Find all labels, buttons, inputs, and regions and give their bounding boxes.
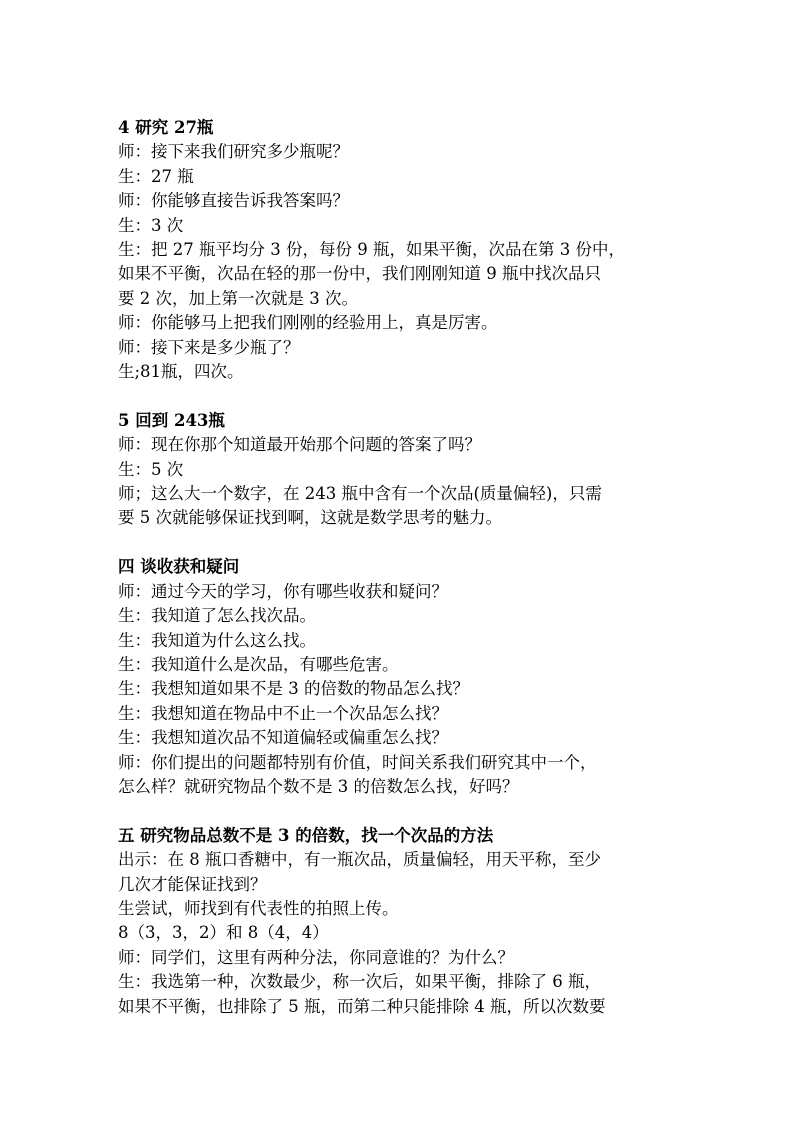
dialogue-line: 生：我想知道如果不是 3 的倍数的物品怎么找？ (118, 679, 469, 699)
dialogue-line: 师：现在你那个知道最开始那个问题的答案了吗？ (118, 435, 481, 455)
dialogue-line: 要 5 次就能够保证找到啊，这就是数学思考的魅力。 (118, 508, 502, 528)
section-heading: 四 谈收获和疑问 (118, 557, 240, 577)
dialogue-line: 生：我想知道在物品中不止一个次品怎么找？ (118, 703, 448, 723)
dialogue-line: 生：我选第一种，次数最少，称一次后，如果平衡，排除了 6 瓶， (118, 972, 601, 992)
dialogue-line: 要 2 次，加上第一次就是 3 次。 (118, 288, 358, 308)
paragraph-gap (118, 531, 678, 555)
dialogue-line: 师：通过今天的学习，你有哪些收获和疑问？ (118, 581, 448, 601)
dialogue-line: 师：你能够直接告诉我答案吗？ (118, 191, 349, 211)
dialogue-line: 几次才能保证找到？ (118, 874, 267, 894)
dialogue-line: 师：你能够马上把我们刚刚的经验用上，真是厉害。 (118, 313, 498, 333)
dialogue-line: 师：接下来我们研究多少瓶呢？ (118, 142, 349, 162)
dialogue-line: 生：我知道了怎么找次品。 (118, 606, 316, 626)
dialogue-line: 师：接下来是多少瓶了？ (118, 337, 300, 357)
dialogue-line: 如果不平衡，也排除了 5 瓶，而第二种只能排除 4 瓶，所以次数要 (118, 996, 606, 1016)
dialogue-line: 8（3，3，2）和 8（4，4） (118, 923, 329, 943)
dialogue-line: 怎么样？就研究物品个数不是 3 的倍数怎么找，好吗？ (118, 776, 519, 796)
section-heading: 4 研究 27瓶 (118, 118, 214, 137)
document-page (118, 116, 678, 1019)
dialogue-line: 生：5 次 (118, 459, 184, 479)
dialogue-line: 师：你们提出的问题都特别有价值，时间关系我们研究其中一个， (118, 752, 597, 772)
dialogue-line: 生;81瓶，四次。 (118, 362, 244, 382)
dialogue-line: 生：3 次 (118, 215, 184, 235)
dialogue-line: 生：我想知道次品不知道偏轻或偏重怎么找？ (118, 728, 448, 748)
section-heading: 五 研究物品总数不是 3 的倍数，找一个次品的方法 (118, 825, 494, 845)
dialogue-line: 生：把 27 瓶平均分 3 份，每份 9 瓶，如果平衡，次品在第 3 份中， (118, 240, 625, 260)
dialogue-line: 如果不平衡，次品在轻的那一份中，我们刚刚知道 9 瓶中找次品只 (118, 264, 601, 284)
section-heading: 5 回到 243瓶 (118, 410, 225, 430)
dialogue-line: 出示：在 8 瓶口香糖中，有一瓶次品，质量偏轻，用天平称，至少 (118, 850, 601, 870)
dialogue-line: 师：同学们，这里有两种分法，你同意谁的？为什么？ (118, 947, 514, 967)
dialogue-line: 师；这么大一个数字，在 243 瓶中含有一个次品(质量偏轻)，只需 (118, 484, 602, 504)
dialogue-line: 生：我知道为什么这么找。 (118, 630, 316, 650)
dialogue-line: 生尝试，师找到有代表性的拍照上传。 (118, 898, 399, 918)
paragraph-gap (118, 799, 678, 823)
dialogue-line: 生：我知道什么是次品，有哪些危害。 (118, 654, 399, 674)
dialogue-line: 生：27 瓶 (118, 166, 194, 186)
paragraph-gap (118, 384, 678, 408)
